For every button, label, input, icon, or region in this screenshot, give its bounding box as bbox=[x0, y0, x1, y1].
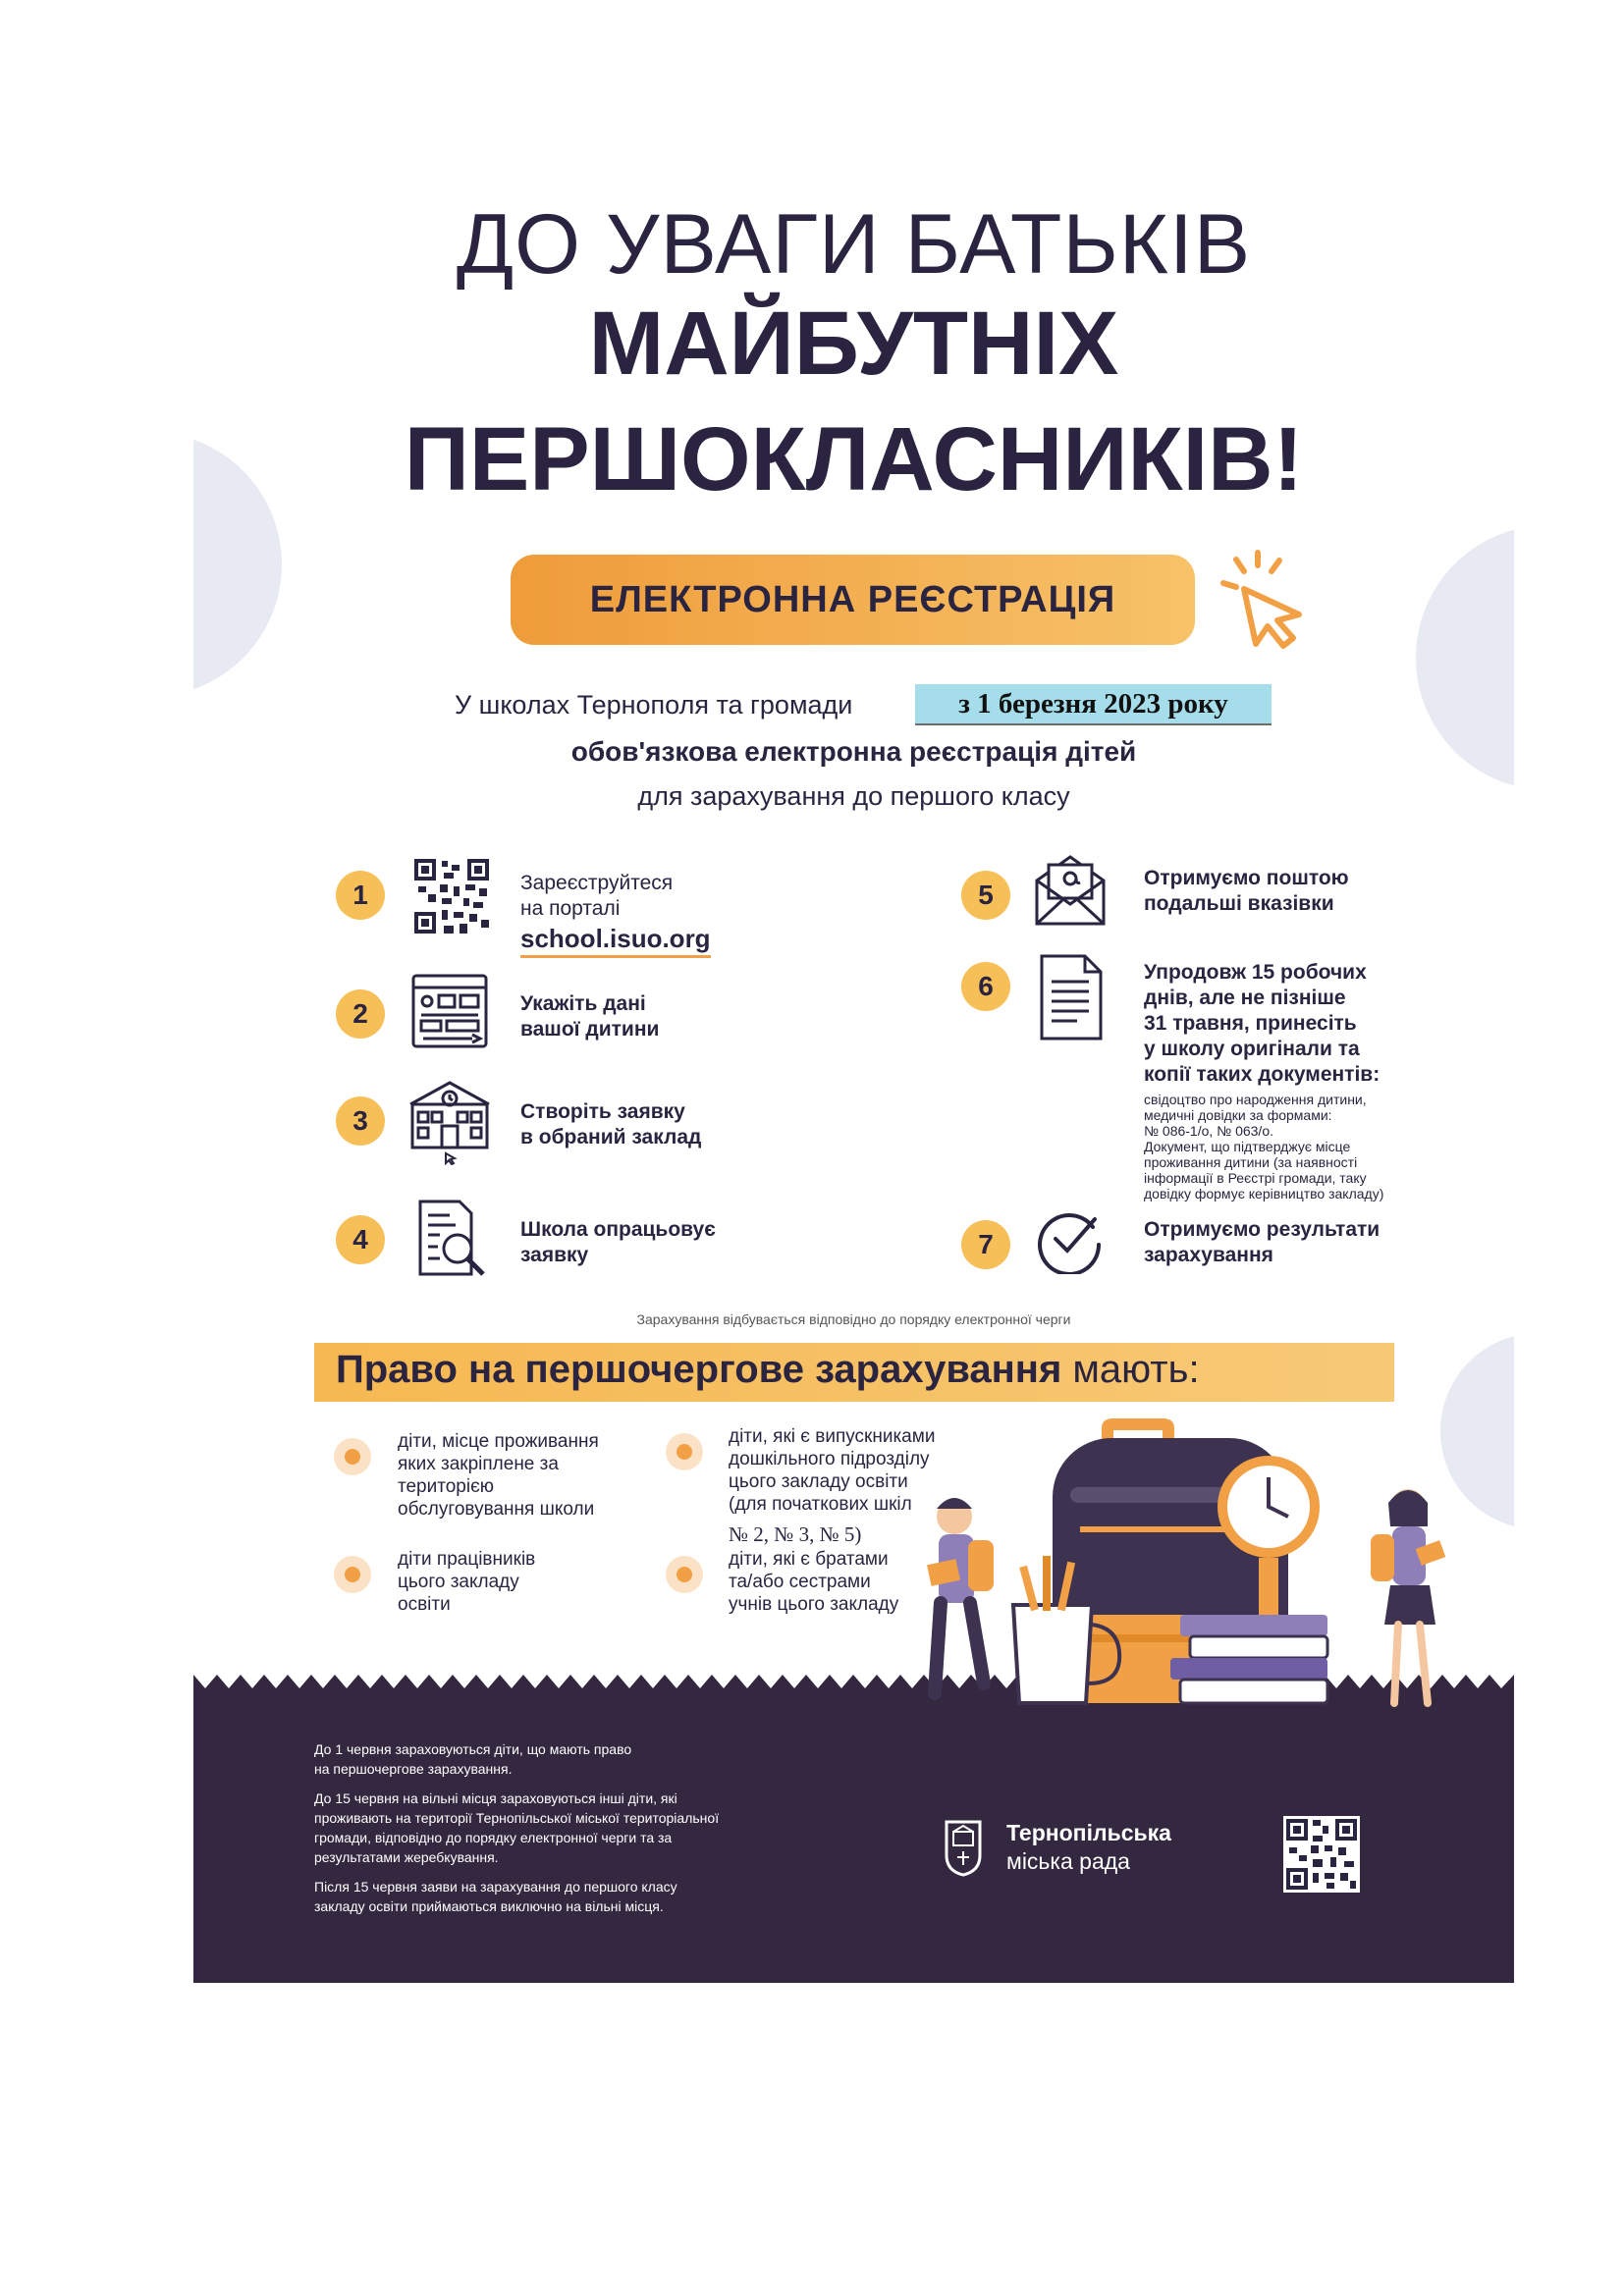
click-cursor-icon bbox=[1215, 550, 1313, 658]
step-2-line-1: Укажіть дані bbox=[520, 992, 646, 1015]
step-6-note-2: медичні довідки за формами: bbox=[1144, 1107, 1332, 1123]
step-5-text bbox=[1144, 866, 1349, 917]
step-1-text bbox=[520, 871, 711, 958]
step-7-text bbox=[1144, 1217, 1380, 1268]
step-3-line-1: Створіть заявку bbox=[520, 1100, 685, 1123]
city-council-name-line-2: міська рада bbox=[1006, 1848, 1130, 1874]
step-6-note-1: свідоцтво про народження дитини, bbox=[1144, 1092, 1367, 1107]
heading-line-2: МАЙБУТНІХ bbox=[588, 294, 1119, 394]
step-2-line-2: вашої дитини bbox=[520, 1018, 660, 1041]
priority-item-1-line-1: діти, місце проживання bbox=[398, 1431, 599, 1452]
step-6-line-3: 31 травня, принесіть bbox=[1144, 1012, 1357, 1035]
priority-item-1 bbox=[398, 1430, 599, 1521]
priority-bullet-2 bbox=[666, 1433, 703, 1470]
step-7-number: 7 bbox=[961, 1220, 1010, 1269]
step-5-line-1: Отримуємо поштою bbox=[1144, 867, 1349, 889]
step-6-note-6: інформації в Реєстрі громади, таку bbox=[1144, 1170, 1367, 1186]
priority-item-3 bbox=[398, 1548, 535, 1616]
footer-p2-line-3: громади, відповідно до порядку електронної черги та за bbox=[314, 1830, 673, 1845]
step-6-line-5: копії таких документів: bbox=[1144, 1063, 1380, 1086]
priority-item-2-line-2: дошкільного підрозділу bbox=[729, 1449, 930, 1469]
step-4-line-2: заявку bbox=[520, 1244, 589, 1266]
poster bbox=[193, 137, 1514, 1983]
priority-bullet-4 bbox=[666, 1556, 703, 1593]
registration-date: з 1 березня 2023 року bbox=[915, 684, 1272, 725]
step-6-note-5: проживання дитини (за наявності bbox=[1144, 1154, 1358, 1170]
priority-bullet-1 bbox=[334, 1438, 371, 1475]
footer-p1-line-2: на першочергове зарахування. bbox=[314, 1761, 513, 1777]
step-6-documents-note bbox=[1144, 1092, 1383, 1201]
queue-note: Зарахування відбувається відповідно до порядку електронної черги bbox=[636, 1311, 1071, 1327]
step-6-note-7: довідку формує керівництво закладу) bbox=[1144, 1186, 1384, 1201]
step-3-number: 3 bbox=[336, 1096, 385, 1146]
step-2-number: 2 bbox=[336, 989, 385, 1039]
priority-item-1-line-3: територією bbox=[398, 1476, 495, 1497]
step-7-line-1: Отримуємо результати bbox=[1144, 1218, 1380, 1241]
priority-item-1-line-2: яких закріплене за bbox=[398, 1454, 559, 1474]
step-1-number: 1 bbox=[336, 871, 385, 920]
email-envelope-icon bbox=[1033, 851, 1108, 928]
priority-title-rest: мають: bbox=[1072, 1348, 1200, 1391]
step-7-line-2: зарахування bbox=[1144, 1244, 1273, 1266]
step-3-line-2: в обраний заклад bbox=[520, 1126, 702, 1148]
document-list-icon bbox=[1038, 952, 1107, 1042]
priority-item-3-line-1: діти працівників bbox=[398, 1549, 536, 1570]
priority-item-3-line-2: цього закладу bbox=[398, 1572, 519, 1592]
priority-bullet-3 bbox=[334, 1556, 371, 1593]
step-6-number: 6 bbox=[961, 962, 1010, 1011]
priority-item-4-line-3: учнів цього закладу bbox=[729, 1594, 899, 1615]
step-6-text bbox=[1144, 960, 1380, 1088]
step-2-text bbox=[520, 991, 659, 1042]
footer-p1-line-1: До 1 червня зараховуються діти, що мають право bbox=[314, 1741, 632, 1757]
priority-item-2-line-5: № 2, № 3, № 5) bbox=[729, 1522, 862, 1546]
footer-text bbox=[314, 1739, 719, 1916]
priority-item-4 bbox=[729, 1548, 898, 1616]
electronic-registration-button[interactable]: ЕЛЕКТРОННА РЕЄСТРАЦІЯ bbox=[511, 555, 1195, 645]
school-supplies-illustration bbox=[905, 1418, 1455, 1733]
footer-p3-line-2: закладу освіти приймаються виключно на вільні місця. bbox=[314, 1898, 664, 1914]
intro-text: У школах Тернополя та громади bbox=[455, 690, 853, 720]
intro-purpose-text: для зарахування до першого класу bbox=[637, 781, 1070, 811]
step-6-note-3: № 086-1/о, № 063/о. bbox=[1144, 1123, 1274, 1139]
footer-p2-line-4: результатами жеребкування. bbox=[314, 1849, 499, 1865]
priority-item-2 bbox=[729, 1425, 935, 1546]
form-icon bbox=[409, 972, 490, 1052]
priority-item-2-line-1: діти, які є випускниками bbox=[729, 1426, 936, 1447]
step-1-line-1: Зареєструйтеся bbox=[520, 872, 674, 894]
priority-title bbox=[336, 1348, 1200, 1392]
qr-code-icon bbox=[414, 859, 489, 934]
footer-p2-line-1: До 15 червня на вільні місця зараховуються інші діти, які bbox=[314, 1790, 677, 1806]
step-5-number: 5 bbox=[961, 871, 1010, 920]
city-council-name bbox=[1006, 1819, 1171, 1876]
step-4-line-1: Школа опрацьовує bbox=[520, 1218, 716, 1241]
step-6-note-4: Документ, що підтверджує місце bbox=[1144, 1139, 1351, 1154]
priority-item-3-line-3: освіти bbox=[398, 1594, 451, 1615]
footer-qr-code-icon[interactable] bbox=[1283, 1816, 1360, 1893]
priority-item-1-line-4: обслуговування школи bbox=[398, 1499, 595, 1520]
intro-mandatory-text: обов'язкова електронна реєстрація дітей bbox=[570, 736, 1137, 767]
heading-line-1: ДО УВАГИ БАТЬКІВ bbox=[456, 197, 1252, 292]
heading-line-3: ПЕРШОКЛАСНИКІВ! bbox=[404, 409, 1304, 509]
priority-item-4-line-2: та/або сестрами bbox=[729, 1572, 871, 1592]
footer-p2-line-2: проживають на території Тернопільської міської територіальної bbox=[314, 1810, 720, 1826]
school-building-icon bbox=[403, 1075, 497, 1165]
priority-title-bold: Право на першочергове зарахування bbox=[336, 1348, 1062, 1391]
document-search-icon bbox=[414, 1198, 493, 1280]
priority-item-4-line-1: діти, які є братами bbox=[729, 1549, 889, 1570]
priority-item-2-line-4: (для початкових шкіл bbox=[729, 1494, 912, 1515]
city-coat-of-arms-icon bbox=[943, 1818, 984, 1879]
step-6-line-2: днів, але не пізніше bbox=[1144, 987, 1346, 1009]
step-3-text bbox=[520, 1099, 701, 1150]
footer-p3-line-1: Після 15 червня заяви на зарахування до першого класу bbox=[314, 1879, 677, 1895]
step-1-line-2: на порталі bbox=[520, 897, 621, 920]
step-6-line-1: Упродовж 15 робочих bbox=[1144, 961, 1367, 984]
priority-item-2-line-3: цього закладу освіти bbox=[729, 1471, 908, 1492]
step-6-line-4: у школу оригінали та bbox=[1144, 1038, 1360, 1060]
step-4-text bbox=[520, 1217, 716, 1268]
school-portal-link[interactable]: school.isuo.org bbox=[520, 922, 711, 958]
step-4-number: 4 bbox=[336, 1215, 385, 1264]
step-5-line-2: подальші вказівки bbox=[1144, 892, 1334, 915]
checkmark-circle-icon bbox=[1036, 1205, 1105, 1274]
city-council-name-line-1: Тернопільська bbox=[1006, 1820, 1171, 1845]
